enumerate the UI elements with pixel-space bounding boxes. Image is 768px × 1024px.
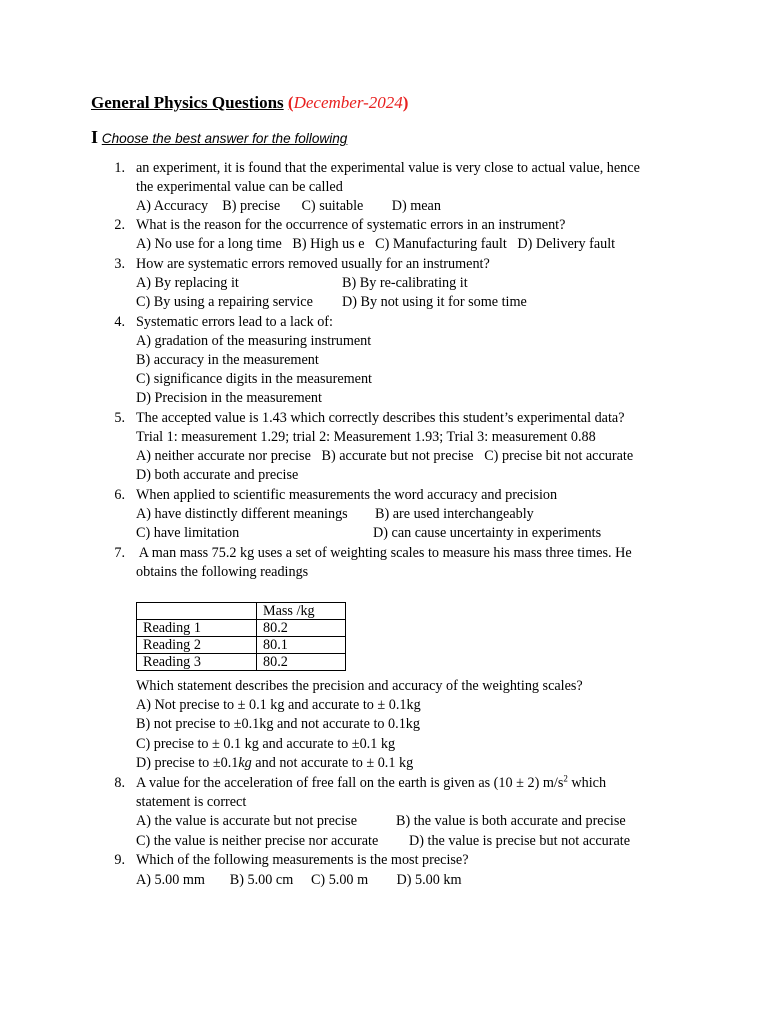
title-main: General Physics Questions — [91, 93, 284, 112]
section-instruction: Choose the best answer for the following — [101, 131, 348, 146]
question-text: the experimental value can be called — [136, 179, 343, 195]
page-title — [91, 93, 408, 113]
title-open-paren: ( — [287, 93, 294, 112]
answer-option: D) the value is precise but not accurate — [409, 833, 630, 849]
question-text: statement is correct — [136, 794, 247, 810]
answer-option: C) significance digits in the measurement — [136, 371, 372, 387]
answer-option: C) have limitation — [136, 525, 240, 541]
question-number: 9. — [114, 852, 125, 868]
question-text — [136, 774, 606, 792]
question-text: What is the reason for the occurrence of systematic errors in an instrument? — [136, 217, 566, 233]
table-cell: 80.1 — [257, 637, 346, 654]
question-text-part: A value for the acceleration of free fall on the earth is given as (10 ± 2) m/s — [136, 775, 564, 791]
answer-options: A) neither accurate nor precise B) accurate but not precise C) precise bit not accurate — [136, 448, 634, 464]
question-text: obtains the following readings — [136, 564, 309, 580]
table-cell: Reading 3 — [137, 654, 257, 671]
question-number: 7. — [114, 545, 125, 561]
answer-option: A) Not precise to ± 0.1 kg and accurate to ± 0.1kg — [136, 697, 421, 713]
answer-option: B) By re-calibrating it — [342, 275, 468, 291]
answer-options: A) Accuracy B) precise C) suitable D) mean — [136, 198, 441, 214]
question-number: 3. — [114, 256, 125, 272]
title-close-paren: ) — [402, 93, 409, 112]
table-header-row — [137, 603, 346, 620]
question-number: 1. — [114, 160, 125, 176]
table-cell: Reading 1 — [137, 620, 257, 637]
answer-option: D) can cause uncertainty in experiments — [373, 525, 602, 541]
answer-option: D) Precision in the measurement — [136, 390, 322, 406]
answer-option: D) both accurate and precise — [136, 467, 299, 483]
answer-options: A) 5.00 mm B) 5.00 cm C) 5.00 m D) 5.00 km — [136, 872, 462, 888]
section-heading — [91, 127, 347, 148]
answer-option: C) precise to ± 0.1 kg and accurate to ±0.1 kg — [136, 736, 396, 752]
question-text-part: which — [567, 775, 607, 791]
question-text: How are systematic errors removed usually for an instrument? — [136, 256, 490, 272]
question-text: an experiment, it is found that the experimental value is very close to actual value, hence — [136, 160, 640, 176]
answer-option: A) gradation of the measuring instrument — [136, 333, 372, 349]
answer-option — [136, 754, 413, 772]
question-text: The accepted value is 1.43 which correctly describes this student’s experimental data? — [136, 410, 625, 426]
answer-option: C) By using a repairing service — [136, 294, 313, 310]
answer-options: A) No use for a long time B) High us e C) Manufacturing fault D) Delivery fault — [136, 236, 616, 252]
answer-option: B) accuracy in the measurement — [136, 352, 319, 368]
answer-option: D) By not using it for some time — [342, 294, 527, 310]
option-text: and not accurate to ± 0.1 kg — [251, 755, 414, 771]
table-row — [137, 654, 346, 671]
title-date: December-2024 — [293, 93, 403, 112]
option-unit: kg — [238, 755, 252, 771]
question-number: 4. — [114, 314, 125, 330]
question-text: A man mass 75.2 kg uses a set of weighting scales to measure his mass three times. He — [136, 545, 632, 561]
answer-option: B) are used interchangeably — [375, 506, 534, 522]
section-roman: I — [91, 127, 99, 147]
question-text: Trial 1: measurement 1.29; trial 2: Measurement 1.93; Trial 3: measurement 0.88 — [136, 429, 596, 445]
answer-option: B) the value is both accurate and precise — [396, 813, 626, 829]
question-number: 6. — [114, 487, 125, 503]
readings-table — [136, 602, 346, 671]
table-cell: 80.2 — [257, 620, 346, 637]
question-number: 5. — [114, 410, 125, 426]
answer-option: A) By replacing it — [136, 275, 239, 291]
superscript: 2 — [563, 773, 568, 784]
table-header-cell: Mass /kg — [257, 603, 346, 620]
option-text: D) precise to ±0.1 — [136, 755, 239, 771]
table-row — [137, 637, 346, 654]
table-row — [137, 620, 346, 637]
question-number: 2. — [114, 217, 125, 233]
answer-option: B) not precise to ±0.1kg and not accurate to 0.1kg — [136, 716, 420, 732]
answer-option: A) the value is accurate but not precise — [136, 813, 357, 829]
table-cell: 80.2 — [257, 654, 346, 671]
question-text: Which of the following measurements is the most precise? — [136, 852, 469, 868]
question-text: When applied to scientific measurements the word accuracy and precision — [136, 487, 558, 503]
answer-option: A) have distinctly different meanings — [136, 506, 348, 522]
question-number: 8. — [114, 775, 125, 791]
question-text: Systematic errors lead to a lack of: — [136, 314, 333, 330]
table-cell: Reading 2 — [137, 637, 257, 654]
table-header-cell — [137, 603, 257, 620]
question-text: Which statement describes the precision and accuracy of the weighting scales? — [136, 678, 583, 694]
answer-option: C) the value is neither precise nor accurate — [136, 833, 379, 849]
